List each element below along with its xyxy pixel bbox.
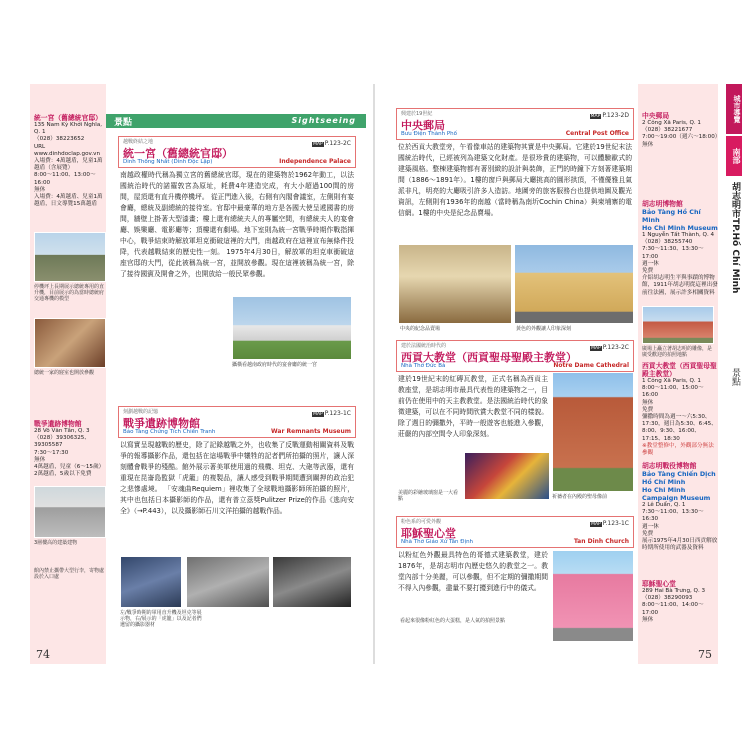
museum-info-line: （028）39306325、39305587 — [34, 435, 90, 449]
tandinh-map-ref[interactable] — [590, 520, 629, 527]
campaign-museum-title: 胡志明戰役博物館 — [642, 462, 697, 470]
sightseeing-en: Sightseeing — [291, 116, 356, 125]
post-title: 中央郵局 — [401, 119, 445, 132]
tab-city-guide[interactable]: 城市導覽 — [726, 84, 742, 134]
post-vn-name: Bưu Điện Thành Phố — [401, 131, 458, 137]
museum-title: 戰爭遺跡博物館 — [123, 417, 200, 430]
cathedral-photo — [552, 372, 634, 492]
tandinh-heading — [396, 516, 634, 548]
museum-info-note: 館內禁止攜帶大型行李，寄物處設於入口處 — [34, 568, 105, 581]
museum-info-line: 28 Võ Văn Tần, Q. 3 — [34, 428, 90, 434]
cathedral-en-name: Notre Dame Cathedral — [553, 362, 629, 369]
post-map-page: P.123-2D — [602, 112, 629, 119]
cathedral-info-title: 西貢大教堂（西貢聖母聖殿主教堂） — [642, 362, 717, 378]
museum-map-page: P.123-1C — [324, 410, 351, 417]
post-body: 位於西貢大教堂旁，午看像車站的建築物其實是中央郵局。它建於19世紀末法國統治時代，已經被列為建築文化財產。是很珍貴的建築物，可以體驗歐式的建築風格。整棟建築物都有著別緻的設計與裝飾，正門的時鐘下方刻著建築期間（1886～1891年）。1樓的窗戶與郵局大廳挑高的圓形拱頂，不僅優雅且氣派非凡，明亮的大廳吸引許多人造訪。地圖旁的旅客服務台也提供地圖及觀光資訊，左側則有1936年的南越（當時稱為南圻Cochin China）與柬埔寨的電信網。1樓的中央是紀念品賣場。 — [398, 143, 632, 217]
page-number-left: 74 — [36, 648, 50, 661]
post-caption-2: 黃色的外觀讓人印象深刻 — [516, 326, 572, 332]
hcm-museum-info-box — [642, 200, 718, 297]
campaign-museum-line: 免費 — [642, 530, 654, 537]
cathedral-info-line: 8:00～11:00、15:00～16:00 — [642, 385, 704, 399]
tab-city-name: 胡志明市TP.Hồ Chí Minh — [730, 182, 740, 294]
cathedral-title: 西貢大教堂（西貢聖母聖殿主教堂） — [401, 351, 577, 364]
tandinh-caption: 看起來很像粉紅色的大蛋糕，是人氣的拍照景點 — [400, 618, 506, 624]
post-info-title: 中央郵局 — [642, 112, 670, 120]
sightseeing-label: 景點 — [114, 118, 133, 128]
palace-info-line: （028）38223652 — [34, 136, 85, 143]
tandinh-info-line: 8:00～11:00、14:00～17:00 — [642, 602, 704, 616]
tandinh-info-line: 無休 — [642, 616, 654, 623]
tandinh-info-title: 耶穌聖心堂 — [642, 580, 676, 588]
post-exterior-photo — [514, 244, 634, 324]
sightseeing-band — [106, 114, 366, 128]
palace-body: 南越政權時代稱為獨立宮的舊總統官邸，現在的建築物於1962年動工，以法國統治時代的諾羅敦宮為原址，耗費4年建造完成，有大小超過100間的房間，屋頂還有直升機停機坪。 從正門進入後，右側有內閣會議室，左側則有宴會廳，總統及副總統的接待室。官邸中最豪華的地方是各國大使呈遞國書的房間，牆壁上掛著大型漆畫；樓上還有總統夫人的專屬空間，有總統夫人的宴會廳、娛樂廳、電影廳等；頂樓還有劇場。地下室則為統一宮戰爭時期作戰指揮中心，戰爭結束時解放軍坦克衝破這裡的大門，南越政府在這裡宣布無條件投降，代表越戰結束的歷史性一刻。 1975年4月30日，解放軍的坦克車衝破這座官邸的大門，從此被稱為統一宮，並開放參觀。現在這裡被稱為統一宮，除了接待國賓及開會之外，也開放給一般民眾參觀。 — [120, 171, 354, 278]
post-en-name: Central Post Office — [565, 130, 629, 137]
palace-info-line: 135 Nam Kỳ Khởi Nghĩa, Q. 1 — [34, 122, 103, 136]
palace-caption-3: 攝橫看越南政府時代的宴會廳的統一宮 — [232, 362, 318, 368]
palace-info-title: 統一宮（舊總統官邸） — [34, 114, 102, 122]
cathedral-map-page: P.123-2C — [602, 344, 629, 351]
hcm-museum-vn-name: Bảo Tàng Hồ Chí Minh — [642, 208, 701, 224]
cathedral-info-line: 無休 — [642, 399, 654, 406]
palace-caption-1: 停機坪上長期展示總統專用的直升機，目前展示的為當時總統府交通專機的模型 — [34, 284, 105, 303]
museum-info-line: 無休 — [34, 456, 46, 463]
museum-building-photo — [34, 486, 106, 538]
museum-caption-2: 左/戰爭時期的軍用直升機及坦克等展示物，右/展示的「虎籠」以及記者們遺留的攝影器材 — [120, 610, 202, 629]
map-icon: MAP — [313, 412, 323, 417]
cathedral-info-line: 1 Công Xã Paris, Q. 1 — [642, 378, 701, 384]
museum-en-name: War Remnants Museum — [271, 428, 351, 435]
cathedral-info-line: 彌撒時間為週一～六5:30、17:30，週日為5:30、6:45、8:00、9:30、16:00、17:15、18:30 — [642, 414, 717, 442]
map-icon: MAP — [591, 346, 601, 351]
cathedral-info-note: ※教堂整修中，外觀部分無法參觀 — [642, 442, 714, 457]
museum-info-line: 4萬越盾，兒童（6～15歲）2萬越盾，5歲以下免費 — [34, 464, 105, 478]
post-info-line: 7:00～19:00（週六～18:00） — [642, 134, 721, 141]
palace-info-line: 無休 — [34, 186, 46, 193]
palace-en-name: Independence Palace — [279, 158, 351, 165]
post-info-line: 2 Công Xã Paris, Q. 1 — [642, 120, 701, 126]
tandinh-vn-name: Nhà Thờ Giáo Xứ Tân Định — [401, 539, 474, 545]
campaign-museum-vn-name: Bảo Tàng Chiến Dịch Hồ Chí Minh — [642, 470, 716, 486]
stained-glass-photo — [464, 452, 550, 500]
cathedral-map-ref[interactable] — [590, 344, 629, 351]
museum-map-ref[interactable] — [312, 410, 351, 417]
palace-info-line: URL www.dinhdoclap.gov.vn — [34, 143, 101, 157]
museum-caption-1: 3層樓高的建築建物 — [34, 540, 78, 546]
palace-info-line: 8:00～11:00、13:00～16:00 — [34, 172, 96, 186]
palace-vn-name: Dinh Thống Nhất (Dinh Độc Lập) — [123, 159, 213, 165]
tandinh-info-line: 289 Hai Bà Trưng, Q. 3 — [642, 588, 706, 594]
hcm-museum-line: （028）38255740 — [642, 239, 693, 246]
museum-vn-name: Bảo Tàng Chứng Tích Chiến Tranh — [123, 429, 216, 435]
bedroom-photo — [34, 318, 106, 368]
palace-info-line: 入場費：4萬越盾、兒童1萬越盾，日文導覽15萬越盾 — [34, 194, 103, 208]
tandinh-kicker: 粉色系的可愛外觀 — [401, 519, 442, 525]
post-info-box — [642, 112, 721, 149]
city-hall-photo — [642, 306, 714, 344]
cathedral-caption-1: 美麗的彩繪玻璃窗是一大看點 — [398, 490, 459, 503]
palace-title: 統一宮（舊總統官邸） — [123, 147, 233, 160]
tandinh-en-name: Tan Dinh Church — [573, 538, 629, 545]
hcm-museum-note: 介紹胡志明生平與事蹟的博物館，1911年胡志明從這裡出發前往法國，展示許多相關資料 — [642, 275, 718, 296]
tandinh-info-line: （028）38290093 — [642, 595, 693, 602]
museum-body: 以寫實呈現越戰的歷史，除了記錄越戰之外，也收集了反戰運動相關資料及戰爭的報導攝影作品，還包括在這場戰爭中犧牲的記者們所拍攝的照片，讓人深刻體會戰爭的殘酷。館外展示著美軍使用過的飛機、坦克、大砲等武器，還有重現在昆崙島監獄「虎籠」的複製品，讓人感受到戰爭期間遭到關押的政治犯之悲慘處境。 「安魂曲Requiem」裡收集了全球戰地攝影師所拍攝的照片，其中也包括日本攝影師的作品，還有普立茲獎Pulitzer Prize的作品《逃向安全》（→P.443），以及攝影師石川文洋拍攝的越戰作品。 — [120, 441, 354, 515]
campaign-museum-info-box — [642, 462, 718, 552]
cathedral-vn-name: Nhà Thờ Đức Bà — [401, 363, 446, 369]
post-heading — [396, 108, 634, 140]
palace-heading — [118, 136, 356, 168]
page-number-right: 75 — [698, 648, 712, 661]
tab-section-name: 景點 — [730, 368, 740, 386]
museum-photo-2 — [186, 556, 270, 608]
museum-photo-3 — [272, 556, 352, 608]
post-caption-1: 中央的紀念品賣場 — [400, 326, 441, 332]
post-info-line: （028）38221677 — [642, 127, 693, 134]
tandinh-map-page: P.123-1C — [602, 520, 629, 527]
tandinh-title: 耶穌聖心堂 — [401, 527, 456, 540]
page-fold — [373, 84, 375, 664]
cathedral-info-box — [642, 362, 718, 457]
palace-caption-2: 總統一家的寢室也開放參觀 — [34, 370, 95, 376]
campaign-museum-line: 2 Lê Duẩn, Q. 1 — [642, 502, 686, 508]
palace-info-line: 入場費：4萬越盾，兒童1萬越盾（含展覽） — [34, 158, 103, 172]
map-icon: MAP — [590, 114, 601, 119]
campaign-museum-line: 7:30～11:00、13:30～16:30 — [642, 509, 704, 523]
museum-kicker: 刻劃越戰的記憶 — [123, 409, 159, 415]
tab-region-south[interactable]: 南部 — [726, 136, 742, 176]
right-photo-caption: 廣場上矗立著胡志明的雕像，是廣受歡迎的拍照地點 — [642, 346, 713, 359]
map-icon: MAP — [591, 522, 601, 527]
museum-photo-1 — [120, 556, 182, 608]
hcm-museum-line: 1 Nguyễn Tất Thành, Q. 4 — [642, 232, 715, 238]
palace-map-ref[interactable] — [312, 140, 351, 147]
museum-info-line: 7:30～17:30 — [34, 449, 69, 456]
campaign-museum-en-name: Ho Chi Minh Campaign Museum — [642, 486, 711, 502]
hcm-museum-line: 免費 — [642, 268, 654, 275]
museum-info-box — [34, 420, 106, 478]
map-icon: MAP — [313, 142, 323, 147]
campaign-museum-line: 週一休 — [642, 523, 659, 530]
cathedral-body: 建於19世紀末的紅磚瓦教堂，正式名稱為西貢主教座堂，是胡志明市最具代表性的建築物之一，目前仍在使用中的天主教教堂。是法國統治時代的象徵建築，可以在不同時間欣賞大教堂不同的樣貌。除了週日的彌撒外，平時一般遊客也能進入參觀，莊嚴的內部空間令人印象深刻。 — [398, 375, 548, 438]
cathedral-kicker: 建於法國統治時代的 — [401, 343, 447, 349]
museum-info-title: 戰爭遺跡博物館 — [34, 420, 82, 428]
hcm-museum-line: 7:30～11:30、13:30～17:00 — [642, 246, 704, 260]
post-interior-photo — [398, 244, 512, 324]
tandinh-info-box — [642, 580, 718, 624]
post-map-ref[interactable] — [590, 112, 629, 119]
museum-heading — [118, 406, 356, 438]
hcm-museum-line: 週一休 — [642, 260, 659, 267]
tandinh-body: 以粉紅色外觀最具特色的哥德式建築教堂，建於1876年，是胡志明市內歷史悠久的教堂之一。教堂內部十分美麗，可以參觀，但不定期的彌撒期間不得入內參觀，盡量不要打擾到進行中的儀式。 — [398, 551, 548, 592]
post-info-line: 無休 — [642, 141, 654, 148]
palace-kicker: 越戰終結之地 — [123, 139, 154, 145]
helicopter-photo — [34, 232, 106, 282]
hcm-museum-title: 胡志明博物館 — [642, 200, 683, 208]
palace-info-box — [34, 114, 106, 208]
hcm-museum-en-name: Ho Chi Minh Museum — [642, 224, 718, 232]
campaign-museum-note: 展示1975年4月30日西貢解放時期所使用的武器及資料 — [642, 538, 718, 552]
cathedral-caption-2: 祈禱者在內殿的聖母像前 — [552, 494, 608, 500]
palace-photo — [232, 296, 352, 360]
cathedral-heading — [396, 340, 634, 372]
tandinh-photo — [552, 550, 634, 642]
cathedral-info-line: 免費 — [642, 406, 654, 413]
post-kicker: 興建於19世紀 — [401, 111, 433, 117]
palace-map-page: P.123-2C — [324, 140, 351, 147]
